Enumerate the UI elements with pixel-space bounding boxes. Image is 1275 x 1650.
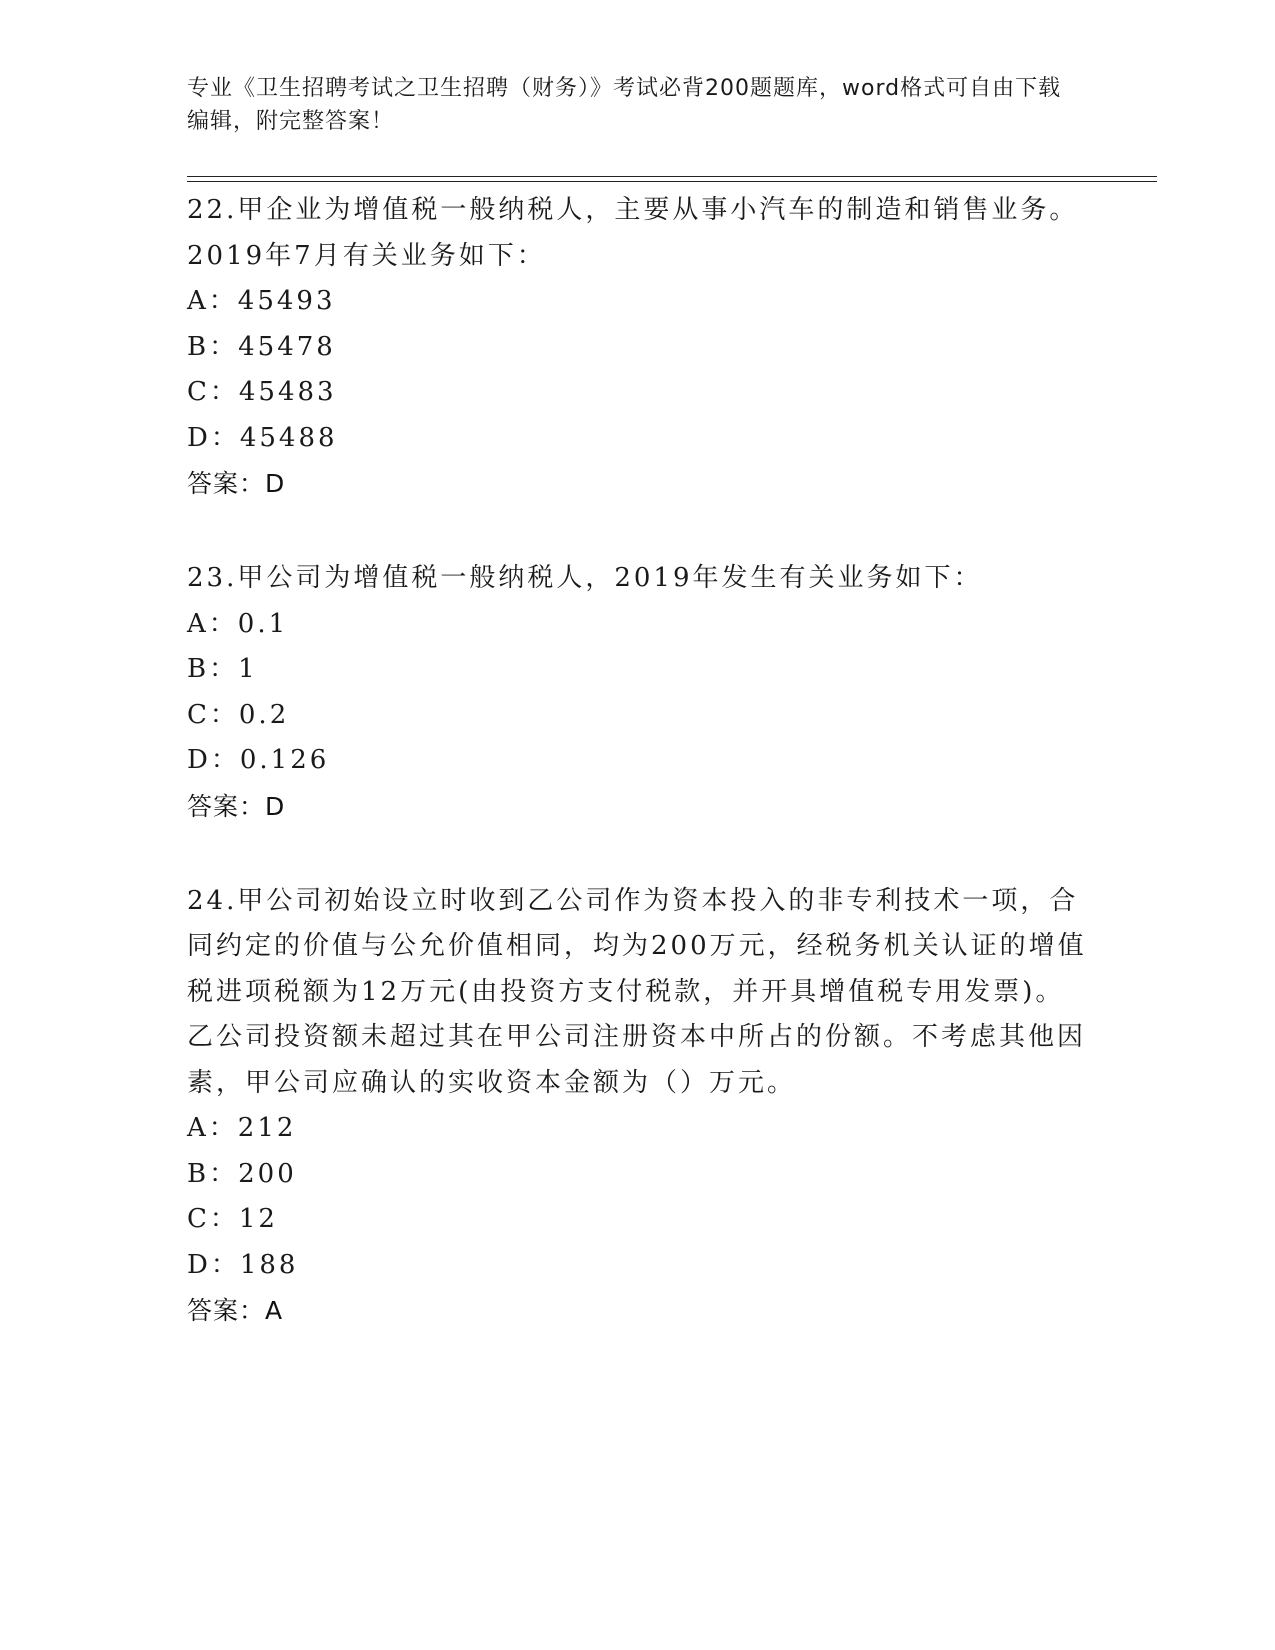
option-a: A：0.1 — [187, 608, 289, 639]
option-d: D：188 — [187, 1249, 299, 1280]
option-a: A：45493 — [187, 286, 336, 316]
option-c: C：45483 — [187, 377, 337, 407]
option-b: B：200 — [187, 1158, 297, 1189]
answer-line: 答案：A — [187, 1296, 284, 1325]
question-stem: 22.甲企业为增值税一般纳税人，主要从事小汽车的制造和销售业务。2019年7月有关业务如下： — [187, 195, 1079, 271]
question-22 — [187, 188, 1087, 506]
header-rule-bottom — [187, 181, 1157, 182]
answer-line: 答案：D — [187, 791, 286, 821]
option-d: D：0.126 — [187, 745, 330, 775]
question-stem: 23.甲公司为增值税一般纳税人，2019年发生有关业务如下： — [187, 563, 983, 593]
document-header: 专业《卫生招聘考试之卫生招聘（财务）》考试必背200题题库，word格式可自由下载编辑，附完整答案！ — [187, 76, 1062, 134]
option-b: B：45478 — [187, 331, 336, 362]
option-a: A：212 — [187, 1113, 297, 1143]
header-rule-top — [187, 176, 1157, 177]
question-24 — [187, 879, 1087, 1334]
option-b: B：1 — [187, 654, 258, 684]
question-list — [187, 188, 1087, 1383]
question-stem: 24.甲公司初始设立时收到乙公司作为资本投入的非专利技术一项，合同约定的价值与公允价值相同，均为200万元，经税务机关认证的增值税进项税额为12万元(由投资方支付税款，并开具增值税专用发票)。乙公司投资额未超过其在甲公司注册资本中所占的份额。不考虑其他因素，甲公司应确认的实收资本金额为（）万元。 — [187, 885, 1087, 1098]
option-d: D：45488 — [187, 422, 338, 453]
option-c: C：12 — [187, 1204, 278, 1234]
answer-line: 答案：D — [187, 469, 286, 498]
question-23 — [187, 556, 1087, 829]
option-c: C：0.2 — [187, 699, 290, 730]
